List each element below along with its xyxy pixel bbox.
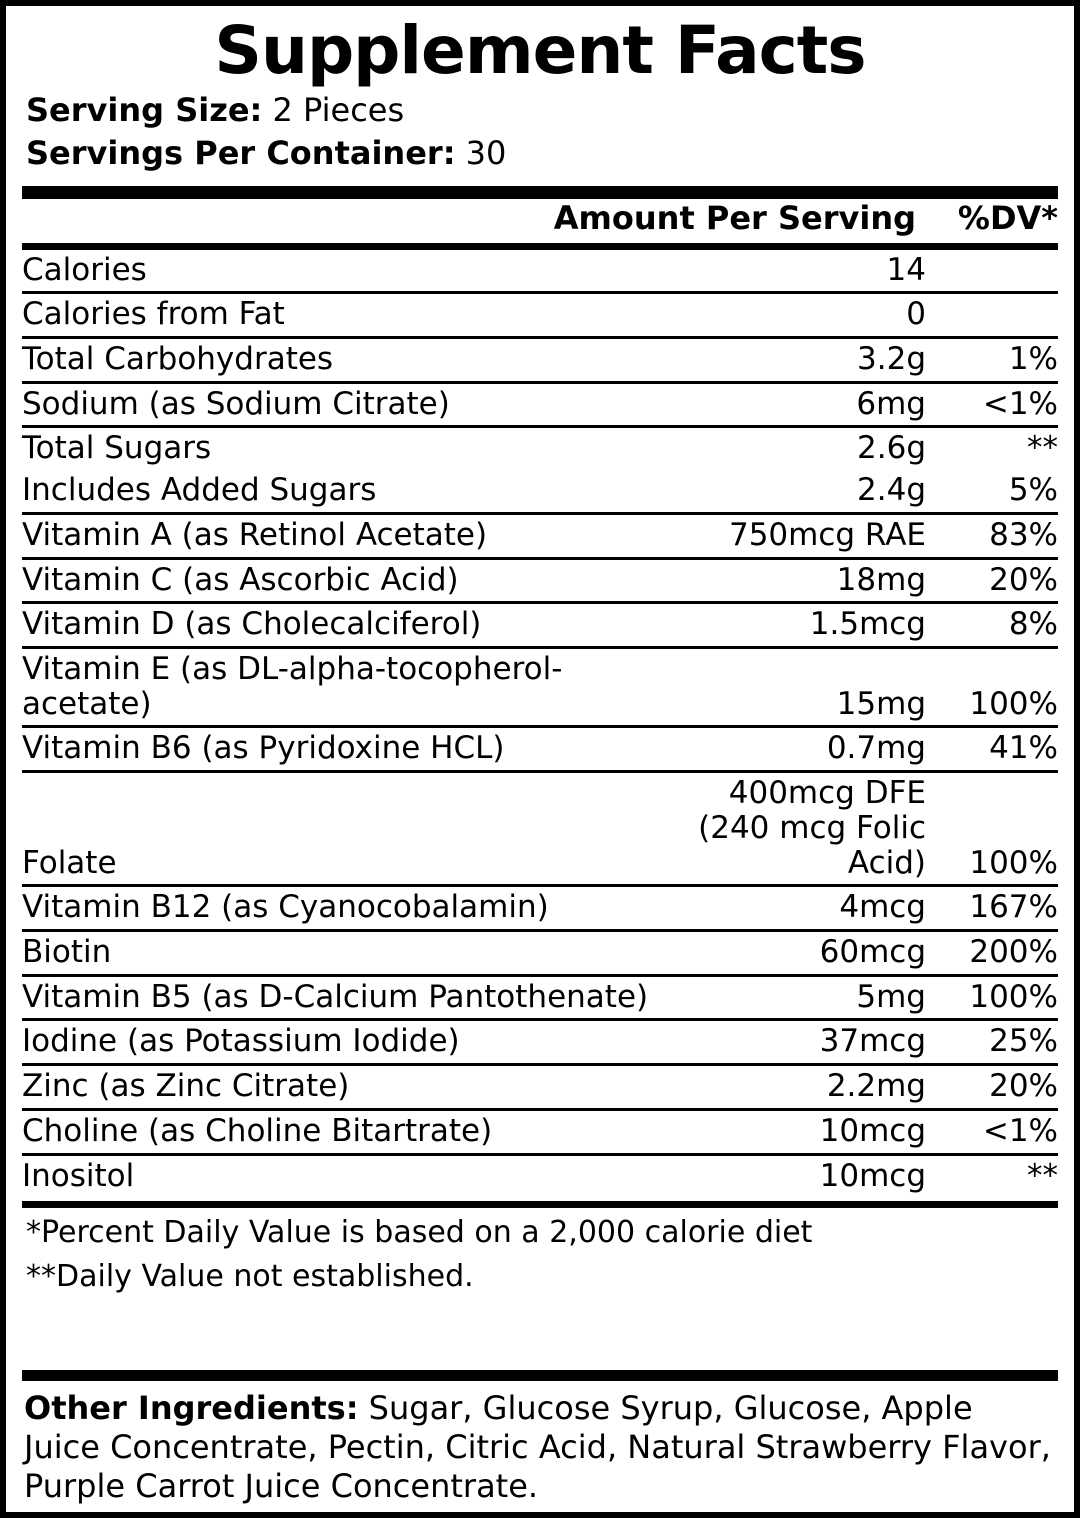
column-header-amount: Amount Per Serving [553, 198, 916, 237]
footnote-daily-value: *Percent Daily Value is based on a 2,000 calorie diet [26, 1215, 813, 1251]
row-name: Calories from Fat [22, 296, 285, 333]
row-dv: 20% [989, 1068, 1058, 1105]
table-row [22, 558, 1058, 603]
row-name: Total Sugars [22, 430, 212, 467]
column-header-dv: %DV* [957, 198, 1058, 237]
nutrition-table [22, 199, 1058, 243]
row-amount: 0.7mg [826, 730, 926, 767]
serving-size-value: 2 Pieces [272, 91, 405, 130]
other-ingredients-value: Sugar, Glucose Syrup, Glucose, Apple Juice Concentrate, Pectin, Citric Acid, Natural Strawberry Flavor, Purple Carrot Juice Concentrate. [24, 1388, 1051, 1505]
row-dv: 200% [969, 934, 1058, 970]
table-row [22, 382, 1058, 427]
row-dv: 41% [989, 730, 1058, 767]
row-name: Folate [22, 844, 117, 881]
row-name: Inositol [22, 1157, 135, 1194]
row-dv: 8% [1008, 606, 1058, 643]
row-name: Biotin [22, 934, 112, 970]
row-name: Choline (as Choline Bitartrate) [22, 1112, 493, 1149]
row-dv: ** [1027, 430, 1058, 467]
table-row [22, 513, 1058, 558]
row-dv: 5% [1008, 472, 1058, 509]
row-amount: 3.2g [857, 340, 926, 377]
row-name: Vitamin A (as Retinol Acetate) [22, 516, 488, 553]
row-amount: 2.2mg [826, 1068, 926, 1105]
table-row [22, 1109, 1058, 1154]
row-dv: 1% [1008, 340, 1058, 377]
row-dv: ** [1027, 1157, 1058, 1194]
row-name: Vitamin B5 (as D-Calcium Pantothenate) [22, 978, 649, 1015]
table-header-row [22, 199, 1058, 243]
row-amount: 1.5mcg [809, 606, 926, 643]
row-amount: 4mcg [839, 889, 926, 926]
row-dv [926, 250, 1058, 293]
row-amount: 2.6g [857, 430, 926, 467]
row-name: Sodium (as Sodium Citrate) [22, 385, 450, 422]
divider-thick-bottom [22, 1370, 1058, 1381]
row-amount: 750mcg RAE [728, 516, 926, 553]
row-name: Iodine (as Potassium Iodide) [22, 1023, 460, 1060]
row-dv: <1% [982, 1112, 1058, 1149]
table-row [22, 727, 1058, 772]
row-dv: 20% [989, 561, 1058, 598]
row-amount: 5mg [856, 978, 926, 1015]
row-name: Vitamin C (as Ascorbic Acid) [22, 561, 459, 598]
nutrition-rows [22, 250, 1058, 1198]
other-ingredients-label: Other Ingredients: [24, 1388, 359, 1427]
other-ingredients-text [22, 1389, 1058, 1506]
row-dv: 25% [989, 1023, 1058, 1060]
divider-above-footnotes [22, 1201, 1058, 1208]
row-name: Total Carbohydrates [22, 340, 334, 377]
row-dv: <1% [982, 385, 1058, 422]
table-row [22, 931, 1058, 976]
row-amount: 15mg [836, 685, 926, 722]
table-row [22, 975, 1058, 1020]
row-dv: 167% [969, 889, 1058, 926]
row-name: Vitamin B12 (as Cyanocobalamin) [22, 889, 549, 926]
divider-under-header [22, 243, 1058, 250]
row-amount: 18mg [836, 561, 926, 598]
row-amount: 6mg [856, 385, 926, 422]
servings-per-container-value: 30 [465, 134, 507, 173]
serving-size-line [26, 89, 1058, 132]
row-amount: 2.4g [857, 472, 926, 509]
row-dv [926, 293, 1058, 338]
table-row [22, 470, 1058, 513]
row-amount: 14 [886, 251, 926, 288]
table-row [22, 603, 1058, 648]
table-row [22, 647, 1058, 726]
row-name: Vitamin E (as DL-alpha-tocopherol-acetate) [22, 650, 563, 722]
row-dv: 100% [969, 978, 1058, 1015]
row-dv: 100% [969, 685, 1058, 722]
footnote-not-established: **Daily Value not established. [26, 1258, 474, 1294]
row-amount: 10mcg [819, 1112, 926, 1149]
row-amount: 37mcg [819, 1023, 926, 1060]
divider-thick-top [22, 186, 1058, 199]
servings-per-container-label: Servings Per Container: [26, 134, 456, 173]
row-dv: 83% [989, 516, 1058, 553]
table-row [22, 886, 1058, 931]
table-row [22, 1154, 1058, 1197]
serving-size-label: Serving Size: [26, 91, 263, 130]
other-ingredients-block [22, 1370, 1058, 1506]
table-row [22, 337, 1058, 382]
row-name: Vitamin D (as Cholecalciferol) [22, 606, 482, 643]
row-amount: 60mcg [819, 934, 926, 970]
table-row [22, 1065, 1058, 1110]
table-row [22, 250, 1058, 293]
row-amount: 10mcg [819, 1157, 926, 1194]
row-name: Calories [22, 251, 147, 288]
row-name: Zinc (as Zinc Citrate) [22, 1068, 350, 1105]
row-amount: 400mcg DFE (240 mcg Folic Acid) [698, 775, 926, 881]
page-title: Supplement Facts [214, 12, 866, 89]
servings-per-container-line [26, 132, 1058, 175]
table-row [22, 293, 1058, 338]
table-row [22, 427, 1058, 470]
table-row [22, 772, 1058, 886]
table-row [22, 1020, 1058, 1065]
row-amount: 0 [906, 296, 926, 333]
row-dv: 100% [969, 844, 1058, 881]
row-name: Includes Added Sugars [22, 472, 377, 509]
row-name: Vitamin B6 (as Pyridoxine HCL) [22, 730, 505, 767]
